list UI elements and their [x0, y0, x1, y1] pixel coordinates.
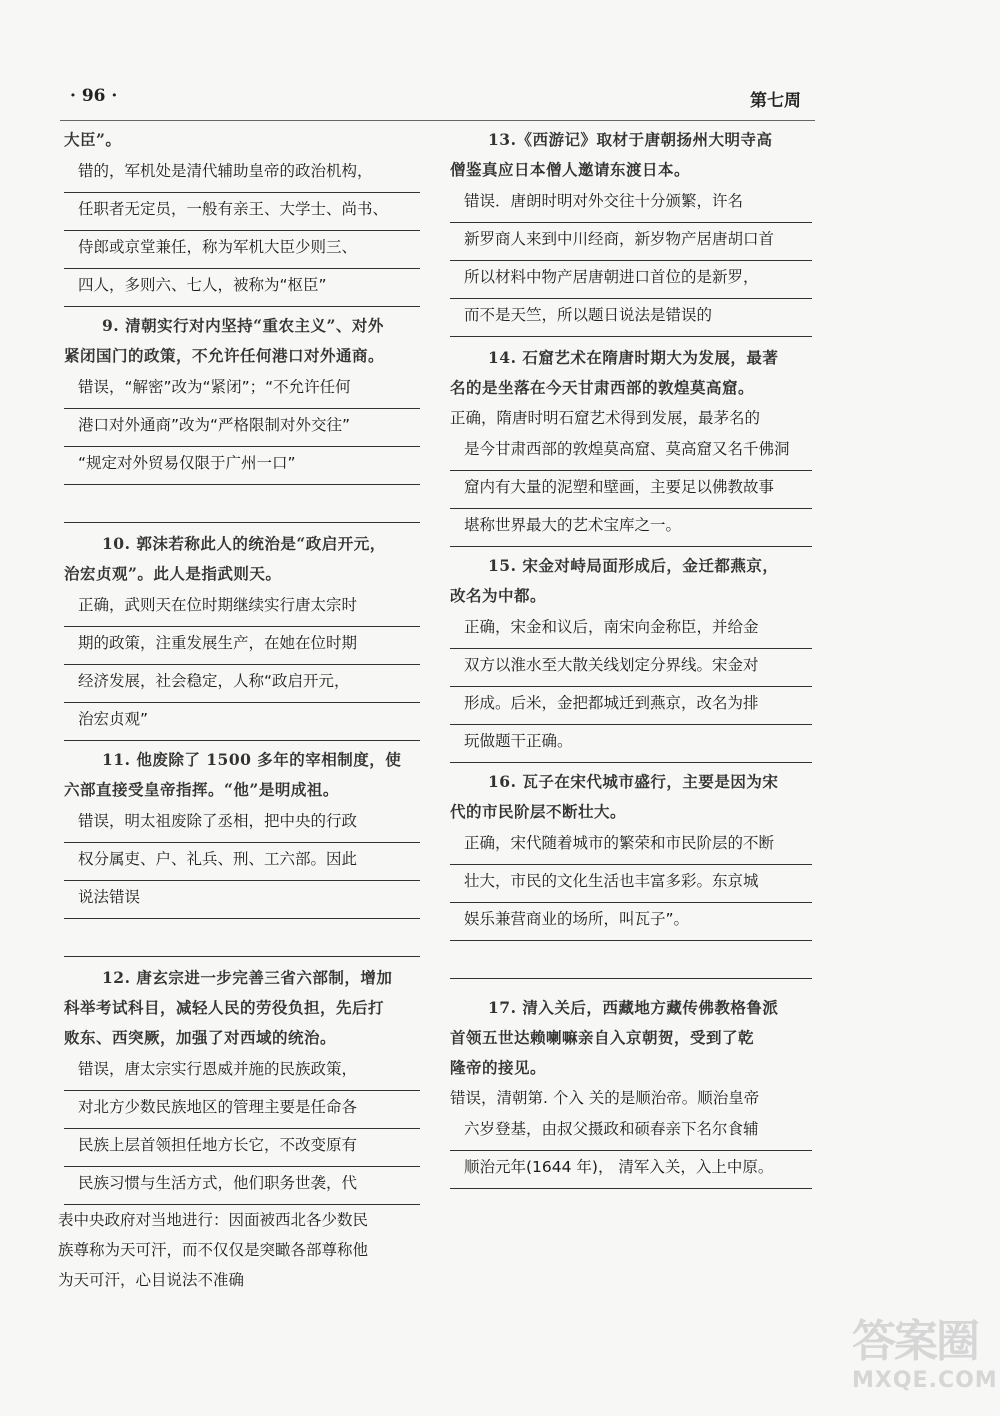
q10-question — [64, 529, 420, 589]
question-line: 12. 唐玄宗进一步完善三省六部制，增加 — [102, 968, 393, 987]
answer-line: “规定对外贸易仅限于广州一口” — [64, 447, 420, 485]
week-label: 第七周 — [750, 91, 801, 111]
q13-question — [450, 125, 812, 185]
question-line: 改名为中都。 — [450, 586, 547, 605]
question-line: 17. 清入关后，西藏地方藏传佛教格鲁派 — [488, 998, 779, 1017]
answer-line: 正确，宋代随着城市的繁荣和市民阶层的不断 — [450, 827, 812, 865]
answer-line: 为天可汗，心目说法不准确 — [58, 1271, 245, 1289]
answer-line: 新罗商人来到中川经商，新岁物产居唐胡口首 — [450, 223, 812, 261]
answer-line: 四人，多则六、七人，被称为“枢臣” — [64, 269, 420, 307]
answer-line: 所以材料中物产居唐朝进口首位的是新罗， — [450, 261, 812, 299]
question-line: 治宏贞观”。此人是指武则天。 — [64, 564, 282, 583]
answer-line: 经济发展，社会稳定，人称“政启开元， — [64, 665, 420, 703]
question-line: 名的是坐落在今天甘肃西部的敦煌莫高窟。 — [450, 378, 755, 397]
q12-question — [64, 963, 420, 1053]
page-number: · 96 · — [70, 86, 118, 106]
q17-question — [450, 993, 812, 1083]
answer-line: 顺治元年(1644 年)， 清军入关，入上中原。 — [450, 1151, 812, 1189]
q11-answer — [64, 805, 420, 957]
question-line: 11. 他废除了 1500 多年的宰相制度，使 — [102, 750, 402, 769]
answer-line: 玩做题干正确。 — [450, 725, 812, 763]
answer-line: 表中央政府对当地进行：因面被西北各少数民 — [58, 1211, 369, 1229]
watermark-logo: 答案圈 MXQE.COM — [852, 1316, 998, 1393]
answer-line — [64, 485, 420, 523]
question-line: 代的市民阶层不断壮大。 — [450, 802, 627, 821]
q14-answer — [450, 433, 812, 547]
q9-answer — [64, 371, 420, 523]
question-line: 16. 瓦子在宋代城市盛行，主要是因为宋 — [488, 772, 779, 791]
q17-answer — [450, 1113, 812, 1189]
question-line: 科举考试科目，减轻人民的劳役负担，先后打 — [64, 998, 385, 1017]
answer-line: 双方以淮水至大散关线划定分界线。宋金对 — [450, 649, 812, 687]
answer-line: 错的，军机处是清代辅助皇帝的政治机构， — [64, 155, 420, 193]
question-line: 13.《西游记》取材于唐朝扬州大明寺高 — [488, 130, 773, 149]
answer-line: 说法错误 — [64, 881, 420, 919]
answer-line: 期的政策，注重发展生产，在她在位时期 — [64, 627, 420, 665]
answer-line: 权分属吏、户、礼兵、刑、工六部。因此 — [64, 843, 420, 881]
question-line: 首领五世达赖喇嘛亲自入京朝贺，受到了乾 — [450, 1028, 755, 1047]
answer-line: 壮大，市民的文化生活也丰富多彩。东京城 — [450, 865, 812, 903]
question-line: 15. 宋金对峙局面形成后，金迁都燕京， — [488, 556, 779, 575]
answer-line: 错误，唐太宗实行恩威并施的民族政策， — [64, 1053, 420, 1091]
q15-answer — [450, 611, 812, 763]
answer-line: 窟内有大量的泥塑和壁画，主要足以佛教故事 — [450, 471, 812, 509]
answer-line: 港口对外通商”改为“严格限制对外交往” — [64, 409, 420, 447]
header-rule — [60, 120, 815, 121]
answer-line: 形成。后米，金把都城迁到燕京，改名为排 — [450, 687, 812, 725]
answer-line: 正确，武则天在位时期继续实行唐太宗时 — [64, 589, 420, 627]
answer-line: 正确，宋金和议后，南宋向金称臣，并给金 — [450, 611, 812, 649]
q17-answer-first: 错误，清朝第. 个入 关的是顺治帝。顺治皇帝 — [450, 1089, 760, 1107]
answer-line: 而不是天竺，所以题日说法是错误的 — [450, 299, 812, 337]
answer-line — [64, 919, 420, 957]
q14-question — [450, 343, 812, 403]
answer-line: 族尊称为天可汗，而不仅仅是突瞰各部尊称他 — [58, 1241, 369, 1259]
q9-question — [64, 311, 420, 371]
q8-continuation: 大臣”。 — [64, 130, 122, 149]
q12-answer-overflow — [58, 1205, 420, 1295]
q16-question — [450, 767, 812, 827]
answer-line — [450, 941, 812, 979]
q8-answer — [64, 155, 420, 307]
question-line: 10. 郭沫若称此人的统治是“政启开元， — [102, 534, 386, 553]
question-line: 隆帝的接见。 — [450, 1058, 547, 1077]
question-line: 紧闭国门的政策，不允许任何港口对外通商。 — [64, 346, 385, 365]
answer-line: 对北方少数民族地区的管理主要是任命各 — [64, 1091, 420, 1129]
answer-line: 治宏贞观” — [64, 703, 420, 741]
answer-line: 民族习惯与生活方式，他们职务世袭，代 — [64, 1167, 420, 1205]
question-line: 六部直接受皇帝指挥。“他”是明成祖。 — [64, 780, 339, 799]
right-column — [450, 125, 812, 1189]
answer-line: 侍郎或京堂兼任，称为军机大臣少则三、 — [64, 231, 420, 269]
answer-line: 错误，“解密”改为“紧闭”；“不允许任何 — [64, 371, 420, 409]
answer-line: 是今甘肃西部的敦煌莫高窟、莫高窟又名千佛洞 — [450, 433, 812, 471]
answer-line: 堪称世界最大的艺术宝库之一。 — [450, 509, 812, 547]
answer-line: 六岁登基，由叔父摄政和硕春亲下名尔食辅 — [450, 1113, 812, 1151]
question-line: 14. 石窟艺术在隋唐时期大为发展，最著 — [488, 348, 779, 367]
q12-answer — [64, 1053, 420, 1205]
left-column — [58, 125, 420, 1295]
answer-line: 错误，明太祖废除了丞相，把中央的行政 — [64, 805, 420, 843]
q11-question — [64, 745, 420, 805]
question-line: 9. 清朝实行对内坚持“重农主义”、对外 — [102, 316, 384, 335]
q10-answer — [64, 589, 420, 741]
q16-answer — [450, 827, 812, 979]
question-line: 僧鉴真应日本僧人邀请东渡日本。 — [450, 160, 691, 179]
q14-answer-first: 正确，隋唐时明石窟艺术得到发展，最茅名的 — [450, 409, 761, 427]
answer-line: 任职者无定员，一般有亲王、大学士、尚书、 — [64, 193, 420, 231]
question-line: 败东、西突厥，加强了对西域的统治。 — [64, 1028, 337, 1047]
answer-line: 娱乐兼营商业的场所，叫瓦子”。 — [450, 903, 812, 941]
q13-answer — [450, 185, 812, 337]
answer-line: 错误．唐朗时明对外交往十分颁繁，许名 — [450, 185, 812, 223]
answer-line: 民族上层首领担任地方长它，不改变原有 — [64, 1129, 420, 1167]
q15-question — [450, 551, 812, 611]
